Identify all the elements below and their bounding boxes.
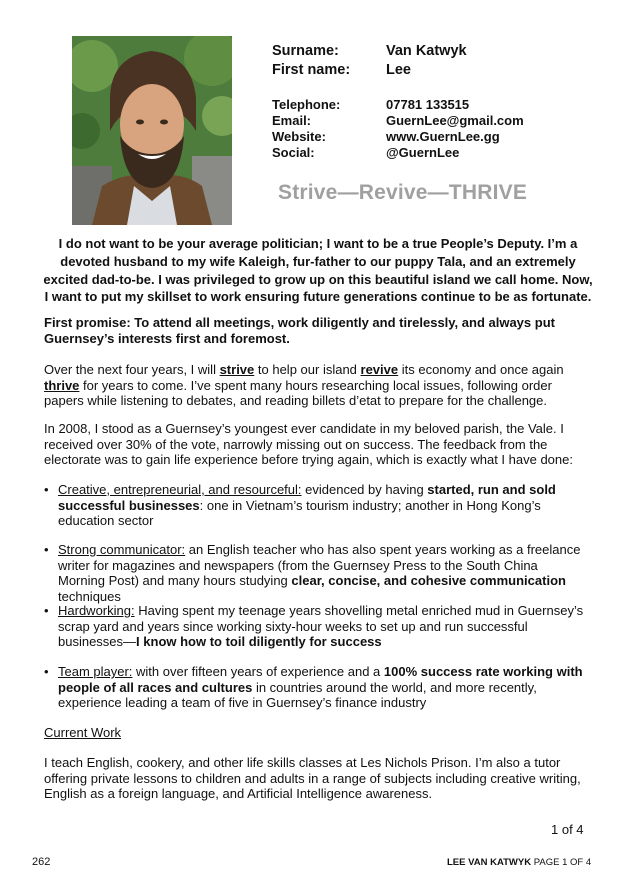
bullet-dot: • xyxy=(44,542,49,557)
social-value[interactable]: @GuernLee xyxy=(386,145,460,160)
email-value[interactable]: GuernLee@gmail.com xyxy=(386,113,524,128)
footer-running-title xyxy=(447,857,591,868)
email-label: Email: xyxy=(272,113,312,128)
keyword-thrive: thrive xyxy=(44,377,80,393)
keyword-strive: strive xyxy=(219,362,255,377)
telephone-label: Telephone: xyxy=(272,97,341,112)
bullet-heading: Hardworking: xyxy=(58,603,135,618)
campaign-slogan: Strive—Revive—THRIVE xyxy=(278,181,528,204)
bullet-dot: • xyxy=(44,664,49,679)
candidate-photo xyxy=(72,36,232,225)
first-name-value: Lee xyxy=(386,62,411,78)
intro-paragraph: I do not want to be your average politician; I want to be a true People’s Deputy. I’m a devoted husband to my wife Kaleigh, fur-father to our puppy Tala, and an extremely excited dad-to-be. I was privileged to grow up on this beautiful island we call home. Now, I want to put my skillset to work ensuring future generations continue to be as fortunate. xyxy=(43,236,593,305)
footer-page-index: 262 xyxy=(32,856,51,868)
social-label: Social: xyxy=(272,145,315,160)
current-work-paragraph: I teach English, cookery, and other life skills classes at Les Nichols Prison. I’m also a tutor offering private lessons to children and adults in a range of subjects including creative writing, English as a foreign language, and Artificial Intelligence awareness. xyxy=(44,755,581,802)
strive-paragraph: Over the next four years, I will strive to help our island revive its economy and once again thrive for years to come. I’ve spent many hours researching local issues, following order papers while listening to debates, and reading billets d’etat to prepare for the challenge. xyxy=(44,362,564,409)
keyword-revive: revive xyxy=(360,362,399,377)
history-paragraph: In 2008, I stood as a Guernsey’s youngest ever candidate in my beloved parish, the Vale. I received over 30% of the vote, narrowly missing out on success. The feedback from the electorate was to gain life experience before trying again, which is exactly what I have done: xyxy=(44,421,573,468)
first-name-label: First name: xyxy=(272,62,351,78)
first-promise: First promise: To attend all meetings, work diligently and tirelessly, and always put Guernsey’s interests first and foremost. xyxy=(44,315,555,346)
footer-candidate-name: LEE VAN KATWYK xyxy=(447,857,532,868)
bullet-heading: Team player: xyxy=(58,664,133,679)
footer-page-label: PAGE 1 OF 4 xyxy=(531,857,592,868)
website-label: Website: xyxy=(272,129,326,144)
manifesto-page: Surname: Van Katwyk First name: Lee Telephone: 07781 133515 Email: GuernLee@gmail.com Website: www.GuernLee.gg Social: @GuernLee Strive—Revive—THRIVE I do not want to be your average politician; I want to be a true People’s Deputy. I’m a devoted husband to my wife Kaleigh, fur-father to our puppy Tala, and an extremely excited dad-to-be. I was privileged to grow up on this beautiful island we call home. Now, I want to put my skillset to work ensuring future generations continue to be as fortunate. First promise: To attend all meetings, work diligently and tirelessly, and always put Guernsey’s interests first and foremost. Over the next four years, I will strive to help our island revive its economy and once again thrive for years to come. I’ve spent many hours researching local issues, following order papers while listening to debates, and reading billets d’etat to prepare for the challenge. In 2008, I stood as a Guernsey’s youngest ever candidate in my beloved parish, the Vale. I received over 30% of the vote, narrowly missing out on success. The feedback from the electorate was to gain life experience before trying again, which is exactly what I have done: • Creative, entrepreneurial, and resourceful: evidenced by having started, run and sold successful businesses: one in Vietnam’s tourism industry; another in Hong Kong’s education sector • Strong communicator: an English teacher who has also spent years working as a freelance writer for magazines and newspapers (from the Guernsey Press to the South China Morning Post) and many hours studying clear, concise, and cohesive communication techniques • Hardworking: Having spent my teenage years shovelling metal enriched mud in Guernsey’s scrap yard and years since working sixty-hour weeks to set up and run successful businesses—I know how to toil diligently for success • Team player: with over fifteen years of experience and a 100% success rate working with people of all races and cultures in countries around the world, and more recently, experience leading a team of five in Guernsey’s finance industry Current Work I teach English, cookery, and other life skills classes at Les Nichols Prison. I’m also a tutor offering private lessons to children and adults in a range of subjects including creative writing, English as a foreign language, and Artificial Intelligence awareness. 1 of 4 262 LEE VAN KATWYK PAGE 1 OF 4 xyxy=(0,0,636,882)
current-work-heading: Current Work xyxy=(44,725,122,740)
page-number: 1 of 4 xyxy=(551,822,584,837)
bullet-heading: Creative, entrepreneurial, and resourceful: xyxy=(58,482,302,497)
surname-value: Van Katwyk xyxy=(386,43,467,59)
bullet-heading: Strong communicator: xyxy=(58,542,186,557)
bullet-dot: • xyxy=(44,482,49,497)
telephone-value: 07781 133515 xyxy=(386,97,470,112)
surname-label: Surname: xyxy=(272,43,339,59)
website-value[interactable]: www.GuernLee.gg xyxy=(386,129,500,144)
bullet-dot: • xyxy=(44,603,49,618)
